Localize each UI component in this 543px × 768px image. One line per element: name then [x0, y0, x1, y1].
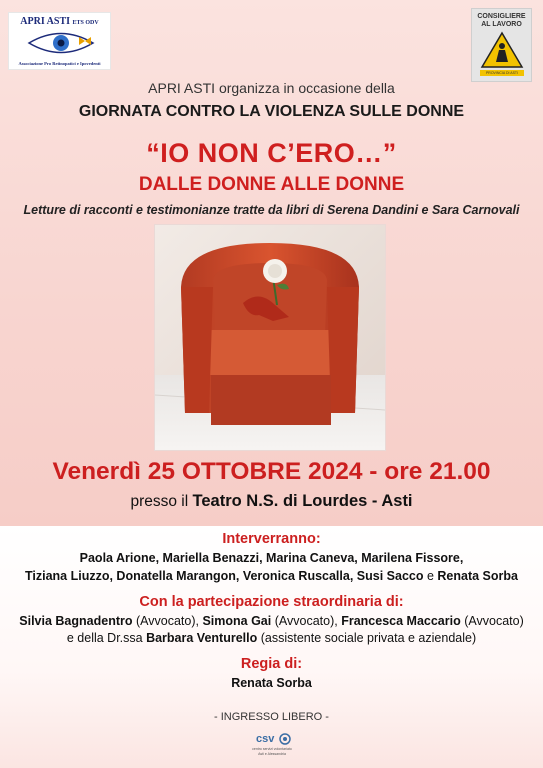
csv-mark-icon: [279, 733, 291, 745]
event-name: GIORNATA CONTRO LA VIOLENZA SULLE DONNE: [78, 103, 465, 120]
subtitle: DALLE DONNE ALLE DONNE: [138, 174, 405, 195]
speakers-line-2: Tiziana Liuzzo, Donatella Marangon, Veronica Ruscalla, Susi Sacco e Renata Sorba: [24, 569, 518, 583]
apri-asti-logo: [8, 12, 111, 70]
event-date: Venerdì 25 OTTOBRE 2024 - ore 21.00: [52, 458, 491, 485]
eye-icon: [27, 28, 95, 58]
event-venue: presso il Teatro N.S. di Lourdes - Asti: [130, 492, 413, 510]
csv-logo-caption: centro servizi volontariato Asti e Alessandria: [252, 747, 292, 756]
speakers-line-1: Paola Arione, Mariella Benazzi, Marina Caneva, Marilena Fissore,: [79, 551, 464, 565]
special-line-2: e della Dr.ssa Barbara Venturello (assistente sociale privata e aziendale): [66, 631, 477, 645]
intro-text: APRI ASTI organizza in occasione della: [148, 80, 395, 96]
csv-logo-name: csv: [256, 733, 275, 745]
red-armchair-illustration: [155, 225, 385, 450]
free-entry: - INGRESSO LIBERO -: [214, 711, 329, 723]
logo-right-title: CONSIGLIERE AL LAVORO: [477, 13, 526, 28]
direction-heading: Regia di:: [240, 656, 303, 672]
logo-association: Associazione Pro Retinopatici e Ipovedenti: [18, 61, 101, 66]
speakers-heading: Interverranno:: [222, 531, 321, 547]
readings-description: Letture di racconti e testimonianze tratte da libri di Serena Dandini e Sara Carnovali: [23, 203, 520, 217]
csv-logo: [246, 733, 298, 765]
director-name: Renata Sorba: [231, 676, 312, 690]
logo-right-caption: PROVINCIA DI ASTI: [480, 70, 524, 76]
consigliere-logo: [471, 8, 532, 82]
logo-title: APRI ASTI ETS ODV: [20, 16, 99, 27]
warning-woman-icon: [480, 31, 524, 69]
main-title: “IO NON C’ERO…”: [146, 138, 397, 168]
special-line-1: Silvia Bagnadentro (Avvocato), Simona Gai (Avvocato), Francesca Maccario (Avvocato): [19, 614, 524, 628]
special-heading: Con la partecipazione straordinaria di:: [139, 594, 404, 610]
armchair-photo: [155, 225, 385, 450]
